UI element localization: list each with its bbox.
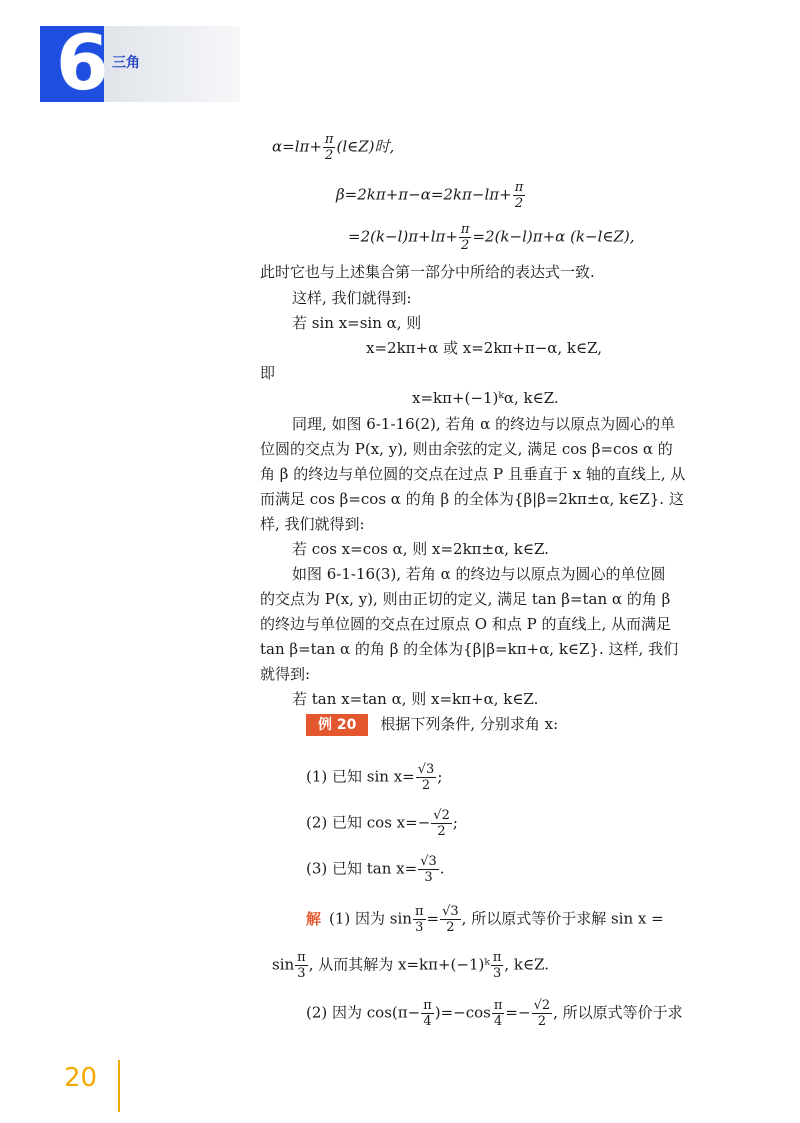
paragraph-line: 此时它也与上述集合第一部分中所给的表达式一致.	[260, 263, 595, 281]
paragraph-line: 这样, 我们就得到:	[292, 289, 412, 307]
fraction: $\frac{√2}{2}$	[433, 808, 450, 839]
paragraph-line: 若 cos x=cos α, 则 x=2kπ±α, k∈Z.	[292, 540, 549, 558]
solution-line-1: 解 (1) 因为 sin $\frac{\pi}{3}$ = $\frac{√3}{2}$ , 所以原式等价于求解 sin x =	[306, 904, 664, 935]
page-number: 20	[64, 1063, 98, 1093]
solution-line-3: (2) 因为 cos(π− $\frac{\pi}{4}$ )=−cos $\frac{\pi}{4}$ =− $\frac{√2}{2}$ , 所以原式等价于求	[306, 998, 683, 1029]
paragraph-line: 同理, 如图 6-1-16(2), 若角 α 的终边与以原点为圆心的单	[292, 415, 676, 433]
formula-text: =2(k−l)π+α (k−l∈Z),	[472, 227, 635, 246]
page-number-rule	[118, 1060, 120, 1112]
fraction: $\frac{\pi}{2}$	[460, 222, 470, 253]
paragraph-line: 的交点为 P(x, y), 则由正切的定义, 满足 tan β=tan α 的角 β	[260, 590, 671, 608]
fraction: $\frac{\pi}{2}$	[514, 180, 524, 211]
fraction: $\frac{√3}{2}$	[442, 904, 459, 935]
formula-text: (l∈Z)时,	[336, 137, 395, 156]
paragraph-line: 位圆的交点为 P(x, y), 则由余弦的定义, 满足 cos β=cos α 的	[260, 440, 673, 458]
fraction: $\frac{\pi}{4}$	[493, 998, 503, 1029]
formula-beta-2	[348, 222, 635, 253]
formula-text: =2(k−l)π+lπ+	[348, 227, 458, 246]
fraction: $\frac{\pi}{3}$	[414, 904, 424, 935]
solution-line-2: sin $\frac{\pi}{3}$ , 从而其解为 x=kπ+(−1)ᵏ $\frac{\pi}{3}$ , k∈Z.	[272, 950, 550, 981]
paragraph-line: 若 tan x=tan α, 则 x=kπ+α, k∈Z.	[292, 690, 539, 708]
paragraph-line: 如图 6-1-16(3), 若角 α 的终边与以原点为圆心的单位圆	[292, 565, 666, 583]
paragraph-line: 而满足 cos β=cos α 的角 β 的全体为{β|β=2kπ±α, k∈Z}. 这	[260, 490, 684, 508]
formula-line: x=2kπ+α 或 x=2kπ+π−α, k∈Z,	[366, 339, 603, 357]
fraction: $\frac{√3}{3}$	[420, 854, 437, 885]
example-condition-3: (3) 已知 tan x= $\frac{√3}{3}$ .	[306, 854, 445, 885]
formula-alpha	[272, 132, 394, 163]
chapter-title: 三角	[112, 55, 140, 71]
example-condition-1: (1) 已知 sin x= $\frac{√3}{2}$ ;	[306, 762, 443, 793]
fraction: $\frac{\pi}{2}$	[324, 132, 334, 163]
solution-label: 解	[306, 909, 322, 928]
example-prompt: 根据下列条件, 分别求角 x:	[380, 715, 559, 733]
example-header	[306, 714, 558, 736]
fraction: $\frac{√2}{2}$	[533, 998, 551, 1029]
example-badge: 例 20	[306, 714, 368, 736]
paragraph-line: 若 sin x=sin α, 则	[292, 314, 422, 332]
formula-text: α=lπ+	[272, 137, 322, 156]
fraction: $\frac{\pi}{4}$	[423, 998, 432, 1029]
paragraph-line: 即	[260, 364, 276, 382]
fraction: $\frac{\pi}{3}$	[492, 950, 502, 981]
formula-text: β=2kπ+π−α=2kπ−lπ+	[336, 185, 512, 204]
paragraph-line: tan β=tan α 的角 β 的全体为{β|β=kπ+α, k∈Z}. 这样, 我们	[260, 640, 679, 658]
paragraph-line: 的终边与单位圆的交点在过原点 O 和点 P 的直线上, 从而满足	[260, 615, 672, 633]
formula-beta-1	[336, 180, 526, 211]
example-condition-2: (2) 已知 cos x=− $\frac{√2}{2}$ ;	[306, 808, 458, 839]
paragraph-line: 角 β 的终边与单位圆的交点在过点 P 且垂直于 x 轴的直线上, 从	[260, 465, 686, 483]
paragraph-line: 就得到:	[260, 665, 311, 683]
fraction: $\frac{\pi}{3}$	[297, 950, 306, 981]
paragraph-line: 样, 我们就得到:	[260, 515, 365, 533]
fraction: $\frac{√3}{2}$	[417, 762, 435, 793]
chapter-number: 6	[56, 18, 109, 107]
formula-line: x=kπ+(−1)ᵏα, k∈Z.	[412, 389, 559, 407]
